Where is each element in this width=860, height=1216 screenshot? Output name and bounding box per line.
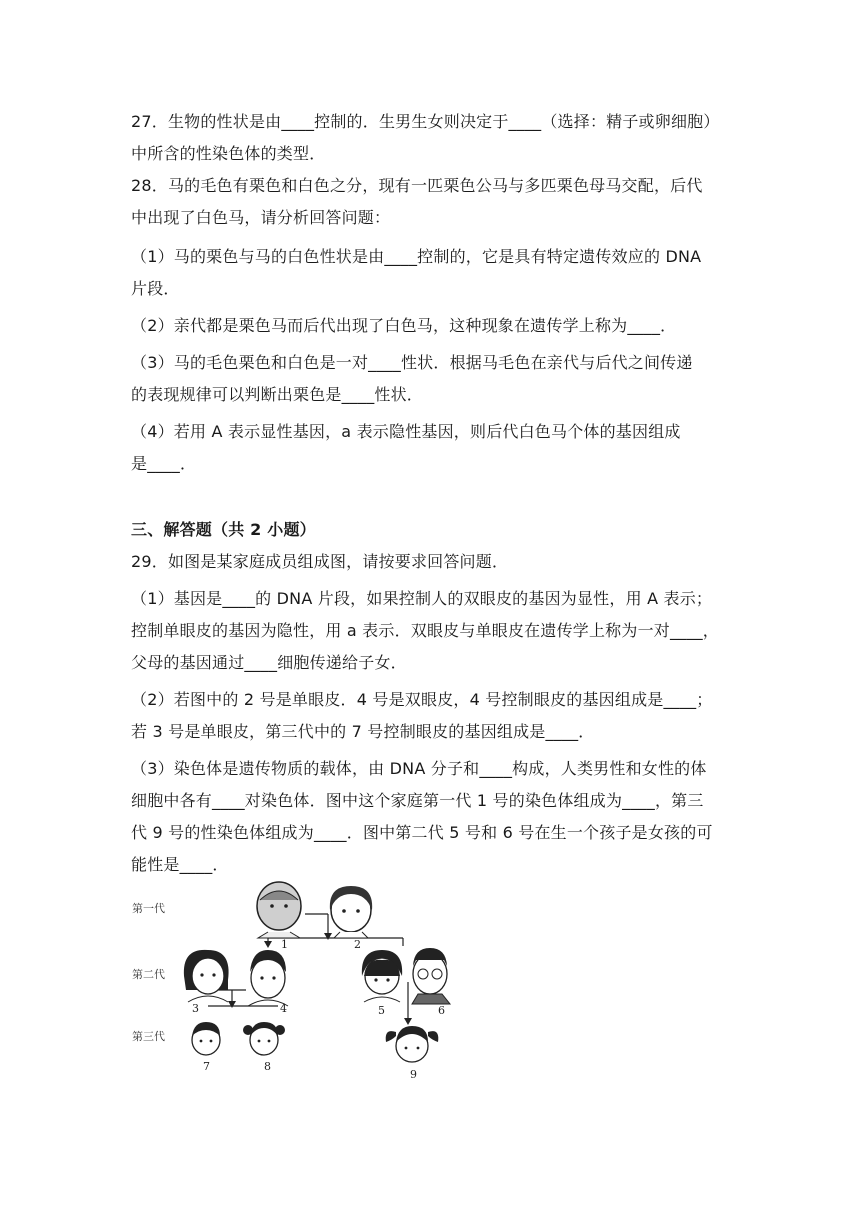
q29-sub2-line-2: 若 3 号是单眼皮，第三代中的 7 号控制眼皮的基因组成是____． <box>131 722 595 741</box>
member-number-3: 3 <box>192 1002 199 1015</box>
q27-line-2: 中所含的性染色体的类型． <box>131 144 326 163</box>
member-number-4: 4 <box>280 1002 287 1015</box>
family-tree-figure <box>128 880 464 1080</box>
q28-sub3-line-1: （3）马的毛色栗色和白色是一对____性状．根据马毛色在亲代与后代之间传递 <box>131 353 693 372</box>
q28-line-2: 中出现了白色马，请分析回答问题： <box>131 208 391 227</box>
q28-sub1-line-1: （1）马的栗色与马的白色性状是由____控制的，它是具有特定遗传效应的 DNA <box>131 247 702 266</box>
member-number-1: 1 <box>281 938 288 951</box>
q28-line-1: 28．马的毛色有栗色和白色之分，现有一匹栗色公马与多匹栗色母马交配，后代 <box>131 176 703 195</box>
q29-sub3-line-3: 代 9 号的性染色体组成为____．图中第二代 5 号和 6 号在生一个孩子是女孩的可 <box>131 823 713 842</box>
q29-sub3-line-2: 细胞中各有____对染色体．图中这个家庭第一代 1 号的染色体组成为____，第三 <box>131 791 704 810</box>
q28-sub4-line-1: （4）若用 A 表示显性基因，a 表示隐性基因，则后代白色马个体的基因组成 <box>131 422 681 441</box>
q27-line-1: 27．生物的性状是由____控制的．生男生女则决定于____（选择：精子或卵细胞） <box>131 112 720 131</box>
q29-sub1-line-1: （1）基因是____的 DNA 片段，如果控制人的双眼皮的基因为显性，用 A 表示； <box>131 589 713 608</box>
q28-sub3-line-2: 的表现规律可以判断出栗色是____性状． <box>131 385 424 404</box>
q29-line-1: 29．如图是某家庭成员组成图，请按要求回答问题． <box>131 552 509 571</box>
member-2-portrait <box>330 886 372 938</box>
member-3-portrait <box>184 950 229 1002</box>
q28-sub2-line: （2）亲代都是栗色马而后代出现了白色马，这种现象在遗传学上称为____． <box>131 316 677 335</box>
q28-sub4-line-2: 是____． <box>131 454 197 473</box>
q29-sub2-line-1: （2）若图中的 2 号是单眼皮．4 号是双眼皮，4 号控制眼皮的基因组成是____； <box>131 690 713 709</box>
member-number-7: 7 <box>203 1060 210 1073</box>
q29-sub1-line-2: 控制单眼皮的基因为隐性，用 a 表示．双眼皮与单眼皮在遗传学上称为一对____， <box>131 621 719 640</box>
q29-sub3-line-1: （3）染色体是遗传物质的载体，由 DNA 分子和____构成，人类男性和女性的体 <box>131 759 707 778</box>
member-number-6: 6 <box>438 1004 445 1017</box>
gen-label-2: 第二代 <box>132 968 165 981</box>
q28-sub1-line-2: 片段． <box>131 279 180 298</box>
gen-label-3: 第三代 <box>132 1030 165 1043</box>
member-7-portrait <box>192 1022 220 1055</box>
member-1-portrait <box>257 882 301 938</box>
member-5-portrait <box>362 950 402 1002</box>
member-9-portrait <box>386 1026 439 1062</box>
member-number-9: 9 <box>410 1068 417 1080</box>
q29-sub1-line-3: 父母的基因通过____细胞传递给子女． <box>131 653 407 672</box>
member-number-5: 5 <box>378 1004 385 1017</box>
member-6-portrait <box>412 948 450 1004</box>
section-title: 三、解答题（共 2 小题） <box>131 520 316 539</box>
member-4-portrait <box>248 950 288 1006</box>
member-number-8: 8 <box>264 1060 271 1073</box>
member-8-portrait <box>243 1022 285 1055</box>
member-number-2: 2 <box>354 938 361 951</box>
q29-sub3-line-4: 能性是____． <box>131 855 229 874</box>
gen-label-1: 第一代 <box>132 902 165 915</box>
